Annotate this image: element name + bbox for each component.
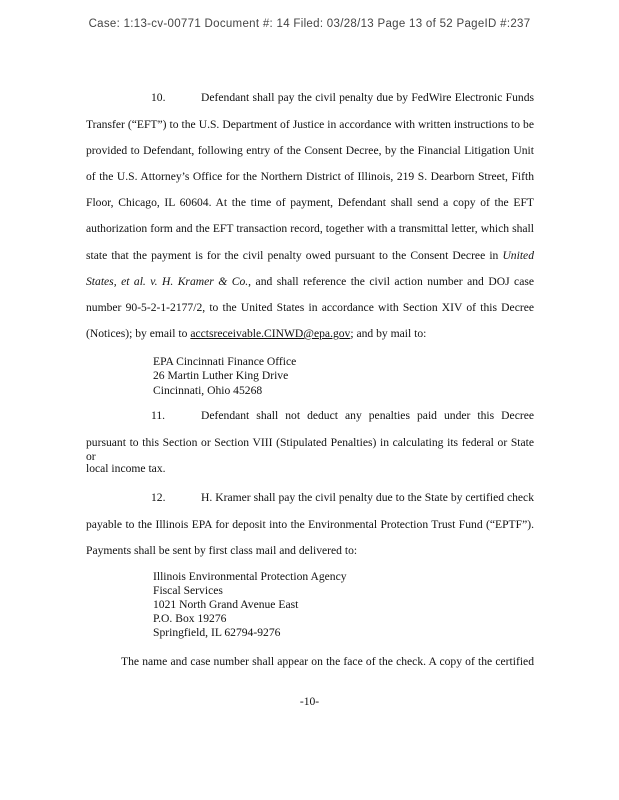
paragraph-number: 10. <box>151 91 166 104</box>
paragraph-line: Defendant shall not deduct any penalties paid under this Decree <box>201 409 534 422</box>
paragraph-line <box>86 249 534 263</box>
paragraph-number: 11. <box>151 409 166 422</box>
paragraph-line: payable to the Illinois EPA for deposit into the Environmental Protection Trust Fund (“EPTF”). <box>86 518 534 531</box>
paragraph-line <box>86 327 426 341</box>
address-line: P.O. Box 19276 <box>153 612 227 625</box>
paragraph-line: Payments shall be sent by first class mail and delivered to: <box>86 544 358 557</box>
paragraph-line: local income tax. <box>86 462 166 475</box>
paragraph-line: authorization form and the EFT transaction record, together with a transmittal letter, which shall <box>86 222 534 235</box>
address-line: EPA Cincinnati Finance Office <box>153 355 297 368</box>
address-line: Cincinnati, Ohio 45268 <box>153 384 263 397</box>
address-line: 26 Martin Luther King Drive <box>153 369 289 382</box>
case-name-italic: States, et al. v. H. Kramer & Co. <box>86 275 249 288</box>
paragraph-line: pursuant to this Section or Section VIII (Stipulated Penalties) in calculating its federal or State or <box>86 436 534 463</box>
paragraph-text: state that the payment is for the civil penalty owed pursuant to the Consent Decree in <box>86 249 503 262</box>
paragraph-line: Transfer (“EFT”) to the U.S. Department of Justice in accordance with written instructions to be <box>86 118 534 131</box>
paragraph-line: Defendant shall pay the civil penalty due by FedWire Electronic Funds <box>201 91 534 104</box>
paragraph-line: Floor, Chicago, IL 60604. At the time of payment, Defendant shall send a copy of the EFT <box>86 196 534 209</box>
paragraph-line: provided to Defendant, following entry of the Consent Decree, by the Financial Litigation Unit <box>86 144 534 157</box>
paragraph-line <box>86 275 534 289</box>
paragraph-line: H. Kramer shall pay the civil penalty due to the State by certified check <box>201 491 534 504</box>
address-line: Springfield, IL 62794-9276 <box>153 626 281 639</box>
case-name-italic: United <box>502 249 534 262</box>
paragraph-line: The name and case number shall appear on the face of the check. A copy of the certified <box>121 655 534 668</box>
page-number: -10- <box>299 695 320 708</box>
paragraph-text: ; and by mail to: <box>350 327 427 340</box>
paragraph-line: number 90-5-2-1-2177/2, to the United States in accordance with Section XIV of this Decree <box>86 301 534 314</box>
address-line: Illinois Environmental Protection Agency <box>153 570 347 583</box>
address-line: Fiscal Services <box>153 584 223 597</box>
address-line: 1021 North Grand Avenue East <box>153 598 299 611</box>
paragraph-number: 12. <box>151 491 166 504</box>
paragraph-line: of the U.S. Attorney’s Office for the Northern District of Illinois, 219 S. Dearborn Street, Fifth <box>86 170 534 183</box>
paragraph-text: (Notices); by email to <box>86 327 191 340</box>
paragraph-text: , and shall reference the civil action number and DOJ case <box>248 275 535 288</box>
case-header: Case: 1:13-cv-00771 Document #: 14 Filed: 03/28/13 Page 13 of 52 PageID #:237 <box>88 18 531 30</box>
email-link[interactable]: acctsreceivable.CINWD@epa.gov <box>190 327 351 340</box>
